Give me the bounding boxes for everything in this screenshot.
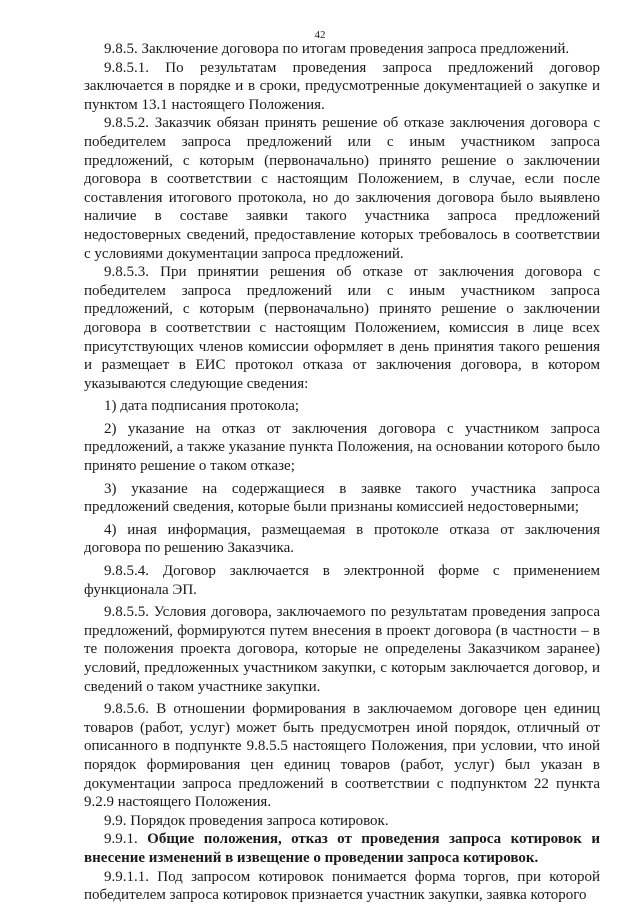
paragraph-9-9-1-1: 9.9.1.1. Под запросом котировок понимается форма торгов, при которой победителем запроса котировок признается участник закупки, заявка которого	[84, 868, 600, 904]
paragraph-9-8-5-4: 9.8.5.4. Договор заключается в электронной форме с применением функционала ЭП.	[84, 563, 600, 598]
list-item-3: 3) указание на содержащиеся в заявке такого участника запроса предложений сведения, которые были признаны комиссией недостоверными;	[84, 480, 600, 516]
paragraph-9-8-5: 9.8.5. Заключение договора по итогам проведения запроса предложений.	[104, 41, 570, 57]
paragraph-9-9-1-number: 9.9.1.	[104, 831, 138, 848]
paragraph-9-8-5-5: 9.8.5.5. Условия договора, заключаемого по результатам проведения запроса предложений, формируются путем внесения в проект договора (в частности – в те положения проекта договора, которые не определены Заказчиком заранее) условий, предложенных участником закупки, с которым заключается договор, и сведений о таком участнике закупки.	[84, 604, 600, 695]
list-item-2: 2) указание на отказ от заключения договора с участником запроса предложений, а также указание пункта Положения, на основании которого было принято решение о таком отказе;	[84, 420, 600, 475]
page-number: 42	[314, 29, 326, 41]
paragraph-9-8-5-2: 9.8.5.2. Заказчик обязан принять решение об отказе заключения договора с победителем запроса предложений или с иным участником запроса предложений, с которым (первоначально) принято решение о заключении договора в соответствии с настоящим Положением, в случае, если после составления итогового протокола, но до заключения договора было выявлено наличие в составе заявки такого участника запроса предложений недостоверных сведений, предоставление которых требовалось в соответствии с условиями документации запроса предложений.	[84, 115, 600, 262]
paragraph-9-9-1	[84, 830, 600, 867]
document-body	[84, 40, 600, 905]
paragraph-9-9-1-title: Общие положения, отказ от проведения запроса котировок и внесение изменений в извещение о проведении запроса котировок.	[84, 831, 600, 866]
paragraph-9-8-5-3: 9.8.5.3. При принятии решения об отказе от заключения договора с победителем запроса предложений или с иным участником запроса предложений, с которым (первоначально) принято решение о заключении договора в соответствии с настоящим Положением, комиссия в лице всех присутствующих членов комиссии оформляет в день принятия такого решения и размещает в ЕИС протокол отказа от заключения договора, в котором указываются следующие сведения:	[84, 264, 600, 392]
paragraph-9-8-5-6: 9.8.5.6. В отношении формирования в заключаемом договоре цен единиц товаров (работ, услуг) может быть предусмотрен иной порядок, отличный от описанного в подпункте 9.8.5.5 настоящего Положения, при условии, что иной порядок формирования цен единиц товаров (работ, услуг) был указан в документации запроса предложений в соответствии с подпунктом 22 пункта 9.2.9 настоящего Положения.	[84, 701, 600, 811]
list-item-4: 4) иная информация, размещаемая в протоколе отказа от заключения договора по решению Заказчика.	[84, 521, 600, 557]
list-item-1: 1) дата подписания протокола;	[104, 398, 300, 415]
section-heading-9-9: 9.9. Порядок проведения запроса котировок.	[104, 812, 389, 829]
paragraph-9-8-5-1: 9.8.5.1. По результатам проведения запроса предложений договор заключается в порядке и в сроки, предусмотренные документацией о закупке и пунктом 13.1 настоящего Положения.	[84, 59, 600, 113]
